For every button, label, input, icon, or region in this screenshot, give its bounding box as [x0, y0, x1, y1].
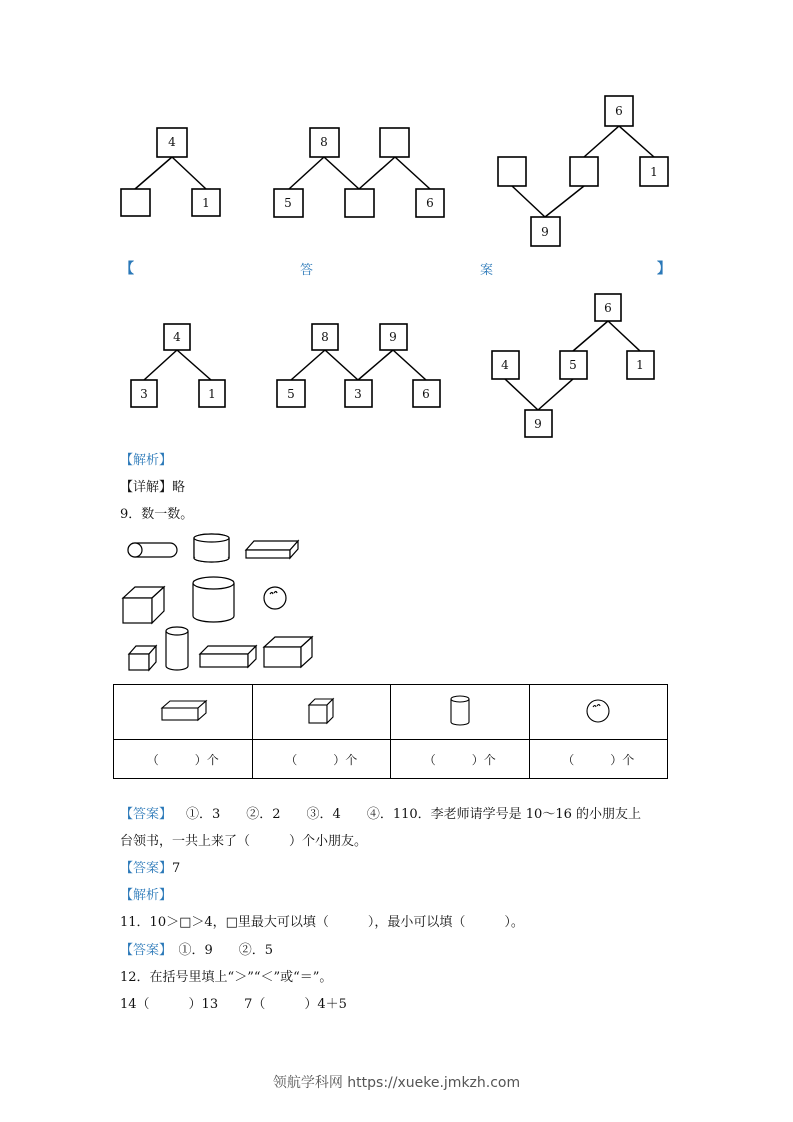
question-tree-1: [115, 120, 235, 225]
long-cuboid-icon: [200, 646, 256, 667]
page-footer: 领航学科网 https://xueke.jmkzh.com: [272, 1075, 521, 1091]
question-9: 9．数一数。: [120, 507, 194, 522]
cylinder-icon: [448, 694, 472, 728]
tall-cylinder-icon: [193, 577, 234, 622]
tree-number: 3: [140, 387, 148, 401]
number-box[interactable]: [570, 157, 598, 186]
tree-number: 6: [422, 387, 430, 401]
short-cylinder-icon: [194, 534, 229, 562]
number-box[interactable]: [498, 157, 526, 186]
tree-number: 4: [501, 358, 509, 372]
upright-cylinder-icon: [166, 627, 188, 670]
tree-number: 6: [615, 104, 623, 118]
number-box[interactable]: [121, 189, 150, 216]
count-answer-cell[interactable]: （ ）个: [252, 740, 391, 779]
table-header-cell: [391, 685, 530, 740]
answer-10-line: [120, 860, 180, 878]
detail-line: 【详解】略: [120, 480, 186, 495]
small-cube-icon: [129, 646, 156, 670]
question-tree-3: [490, 90, 680, 250]
tree-number: 1: [650, 165, 658, 179]
lying-cylinder-icon: [128, 543, 177, 557]
count-answer-cell[interactable]: （ ）个: [114, 740, 253, 779]
tree-number: 1: [202, 196, 210, 210]
analysis-label: 【解析】: [120, 888, 173, 903]
answer-label: 【答案】: [120, 807, 173, 822]
tree-number: 9: [534, 417, 542, 431]
tree-number: 5: [287, 387, 295, 401]
count-answer-cell[interactable]: （ ）个: [391, 740, 530, 779]
question-12-items: 14（ ）13 7（ ）4＋5: [120, 997, 347, 1012]
cube-icon: [306, 696, 336, 726]
big-cuboid-icon: [264, 637, 312, 667]
cube-icon: [123, 587, 164, 623]
answer-11-line: [120, 942, 273, 960]
question-10-cont: 台领书，一共上来了（ ）个小朋友。: [120, 834, 368, 849]
answer-text: ①．9 ②．5: [165, 943, 274, 958]
question-11: 11．10＞□＞4，□里最大可以填（ ），最小可以填（ ）。: [120, 915, 524, 930]
tree-number: 5: [284, 196, 292, 210]
tree-number: 6: [604, 301, 612, 315]
tree-number: 1: [208, 387, 216, 401]
table-header-cell: [252, 685, 391, 740]
number-box[interactable]: [345, 189, 374, 217]
analysis-label: 【解析】: [120, 453, 173, 468]
question-12: 12．在括号里填上“＞”“＜”或“＝”。: [120, 970, 333, 985]
tree-number: 4: [168, 135, 176, 149]
tree-number: 3: [354, 387, 362, 401]
tree-number: 9: [389, 330, 397, 344]
number-box[interactable]: [380, 128, 409, 157]
answer-header-close: 】: [657, 261, 671, 277]
answer-header-char: 答: [300, 263, 314, 278]
table-header-cell: [114, 685, 253, 740]
answer-9-line: [120, 806, 641, 824]
answer-header-open: 【: [120, 261, 134, 277]
cuboid-icon: [158, 698, 208, 724]
tree-number: 6: [426, 196, 434, 210]
tree-number: 1: [636, 358, 644, 372]
sphere-icon: [264, 587, 286, 609]
tree-number: 5: [569, 358, 577, 372]
answer-text: ①．3 ②．2 ③．4 ④．110．李老师请学号是 10～16 的小朋友上: [186, 807, 641, 822]
answer-label: 【答案】: [120, 943, 166, 958]
tree-number: 4: [173, 330, 181, 344]
shapes-illustration: [118, 532, 318, 674]
flat-cuboid-icon: [246, 541, 298, 558]
question-tree-2: [268, 120, 453, 225]
sphere-icon: [584, 697, 612, 725]
answer-text: 7: [172, 861, 181, 876]
tree-number: 8: [320, 135, 328, 149]
count-answer-cell[interactable]: （ ）个: [529, 740, 668, 779]
answer-tree-2: [270, 318, 450, 413]
answer-tree-1: [122, 318, 237, 413]
answer-label: 【答案】: [120, 861, 173, 876]
table-header-cell: [529, 685, 668, 740]
tree-number: 8: [321, 330, 329, 344]
answer-header-char: 案: [480, 263, 494, 278]
tree-number: 9: [541, 225, 549, 239]
count-table: [113, 684, 668, 779]
answer-tree-3: [485, 288, 665, 443]
